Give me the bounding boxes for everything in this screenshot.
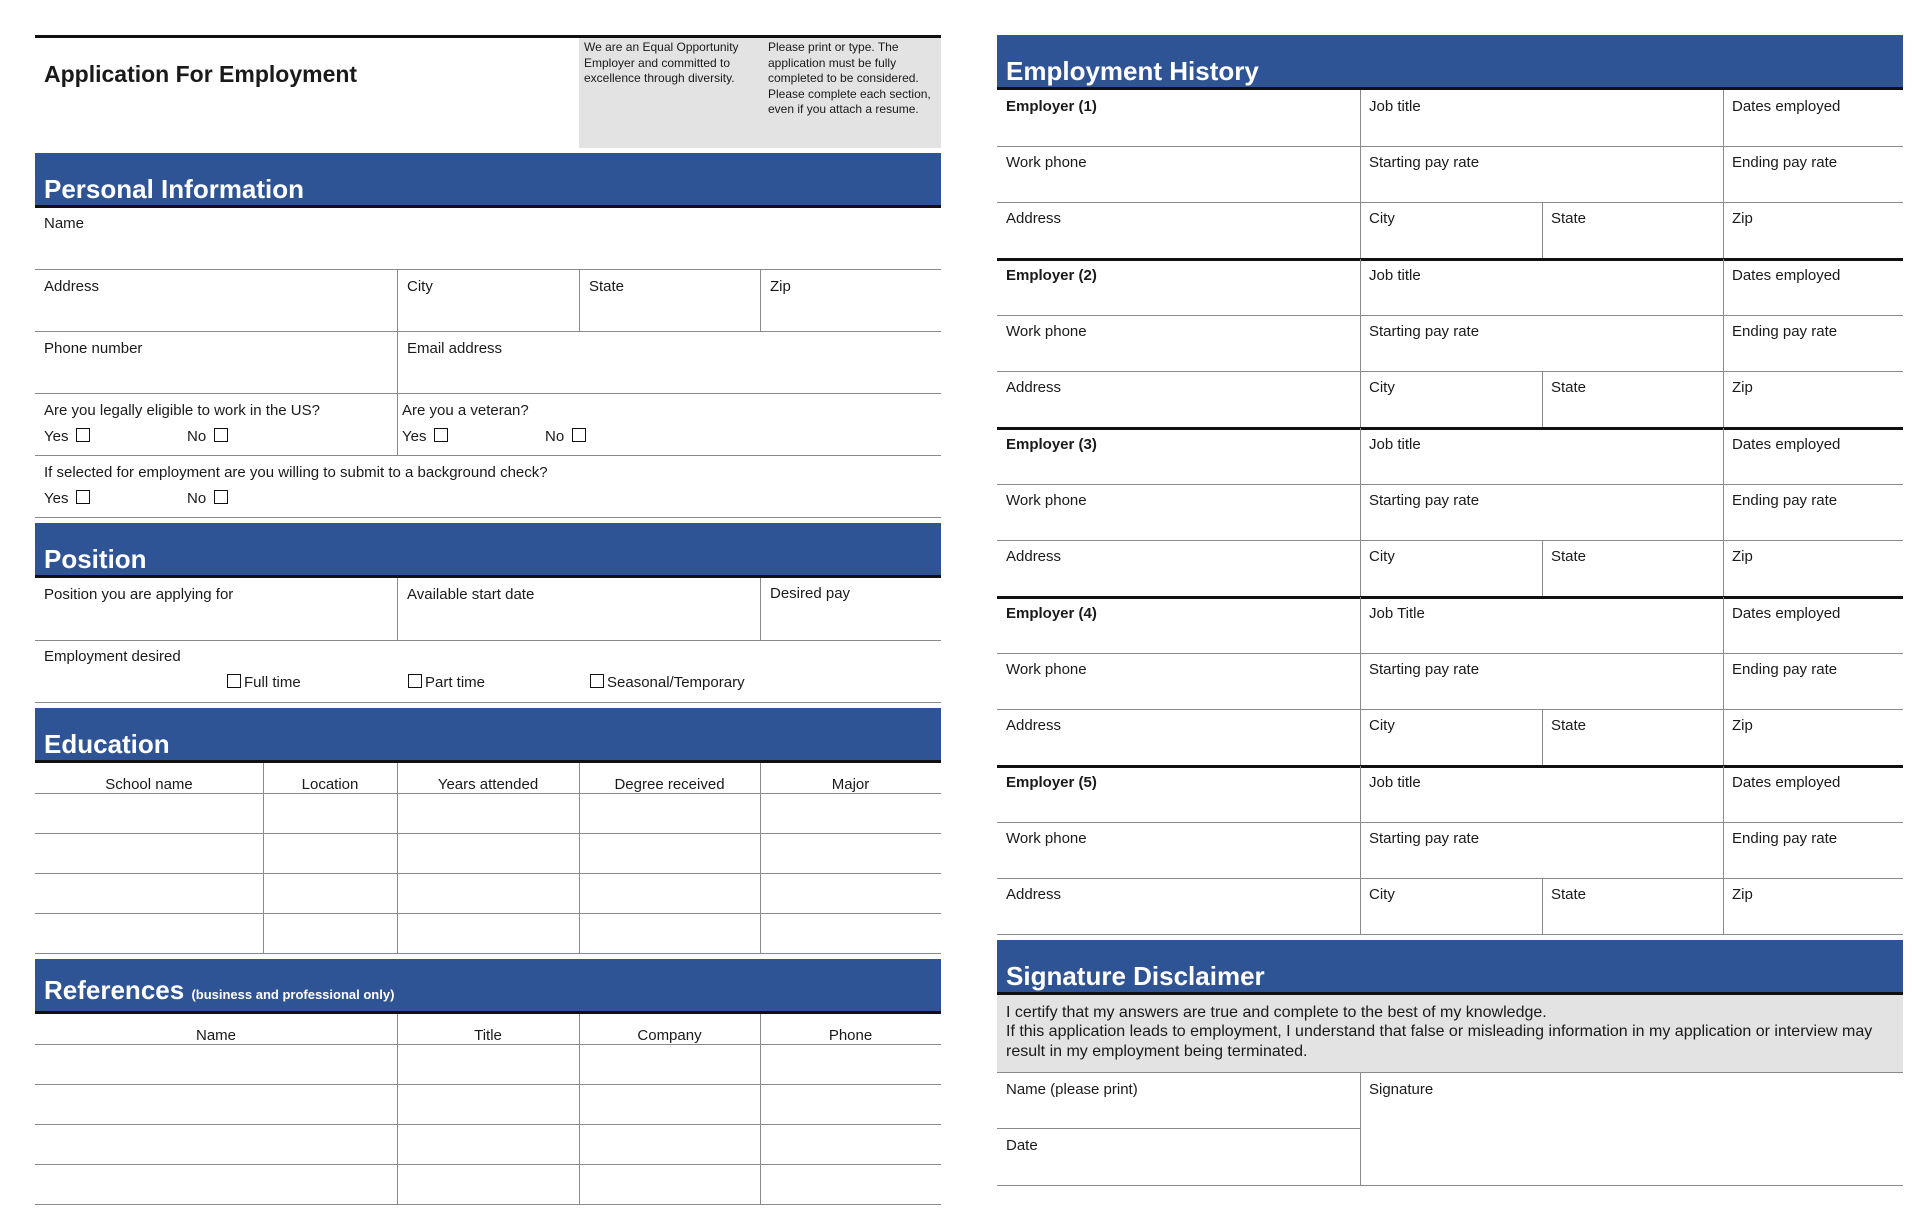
row-line: [997, 709, 1903, 710]
eligible-question: Are you legally eligible to work in the US?: [44, 402, 320, 419]
col-divider: [1723, 259, 1724, 427]
eeo-note: We are an Equal Opportunity Employer and committed to excellence through diversity.: [584, 40, 739, 85]
employer-state-label: State: [1551, 548, 1587, 565]
background-no[interactable]: [187, 490, 228, 508]
col-divider: [1542, 878, 1543, 934]
employer-zip-label: Zip: [1732, 717, 1753, 734]
col-divider: [1360, 90, 1361, 258]
ending-pay-label: Ending pay rate: [1732, 323, 1838, 340]
divider: [397, 393, 398, 455]
education-band: [35, 708, 941, 763]
disclaimer-line-2: If this application leads to employment, I understand that false or misleading information in my application or interview may result in my employment being terminated.: [1006, 1023, 1873, 1060]
row-line: [997, 202, 1903, 203]
employer-state-label: State: [1551, 210, 1587, 227]
ref-row-line: [35, 1164, 941, 1165]
part-time-option[interactable]: [408, 674, 485, 692]
divider: [997, 1072, 1903, 1073]
references-heading: References: [44, 975, 185, 1005]
employer-city-label: City: [1369, 717, 1395, 734]
employer-city-label: City: [1369, 210, 1395, 227]
job-title-label: Job Title: [1369, 605, 1425, 622]
print-name-label: Name (please print): [1006, 1081, 1138, 1098]
col-divider: [1723, 90, 1724, 258]
divider: [35, 269, 941, 270]
edu-row-line: [35, 913, 941, 914]
references-heading-wrap: [44, 975, 394, 1010]
row-line: [997, 484, 1903, 485]
employer-state-label: State: [1551, 379, 1587, 396]
employer-zip-label: Zip: [1732, 886, 1753, 903]
divider: [397, 269, 398, 331]
veteran-question: Are you a veteran?: [402, 402, 529, 419]
dates-employed-label: Dates employed: [1732, 267, 1841, 284]
col-divider: [1360, 597, 1361, 765]
dates-employed-label: Dates employed: [1732, 436, 1841, 453]
employer-zip-label: Zip: [1732, 210, 1753, 227]
eligible-no[interactable]: [187, 428, 228, 446]
part-time-checkbox[interactable]: [408, 674, 422, 688]
part-time-label: Part time: [425, 674, 486, 691]
ending-pay-label: Ending pay rate: [1732, 661, 1838, 678]
employer-label: Employer (1): [1006, 98, 1097, 115]
employer-city-label: City: [1369, 548, 1395, 565]
edu-row-line: [35, 953, 941, 954]
ref-row-line: [35, 1084, 941, 1085]
job-title-label: Job title: [1369, 98, 1421, 115]
work-phone-label: Work phone: [1006, 323, 1087, 340]
divider: [35, 455, 941, 456]
divider: [1360, 1072, 1361, 1185]
divider: [760, 269, 761, 331]
edu-col-degree: Degree received: [614, 776, 725, 793]
divider: [397, 763, 398, 953]
job-title-label: Job title: [1369, 267, 1421, 284]
starting-pay-label: Starting pay rate: [1369, 492, 1480, 509]
address-label: Address: [44, 278, 100, 295]
job-title-label: Job title: [1369, 436, 1421, 453]
col-divider: [1542, 540, 1543, 596]
starting-pay-label: Starting pay rate: [1369, 661, 1480, 678]
divider: [997, 1185, 1903, 1186]
divider: [579, 763, 580, 953]
name-label: Name: [44, 215, 85, 232]
divider: [35, 517, 941, 518]
starting-pay-label: Starting pay rate: [1369, 830, 1480, 847]
eligible-yes[interactable]: [44, 428, 90, 446]
divider: [35, 793, 941, 794]
seasonal-checkbox[interactable]: [590, 674, 604, 688]
divider: [760, 578, 761, 640]
ref-col-title: Title: [474, 1027, 502, 1044]
edu-row-line: [35, 873, 941, 874]
yes-label: Yes: [44, 490, 69, 507]
col-divider: [1360, 766, 1361, 934]
edu-col-years: Years attended: [437, 776, 539, 793]
desired-pay-label: Desired pay: [770, 585, 851, 602]
employer-divider: [997, 596, 1903, 599]
employer-state-label: State: [1551, 886, 1587, 903]
employment-heading: Employment History: [1006, 56, 1259, 86]
ref-row-line: [35, 1124, 941, 1125]
seasonal-label: Seasonal/Temporary: [607, 674, 745, 691]
employer-city-label: City: [1369, 379, 1395, 396]
ref-col-name: Name: [195, 1027, 236, 1044]
employer-state-label: State: [1551, 717, 1587, 734]
divider: [263, 763, 264, 953]
employment-desired-label: Employment desired: [44, 648, 181, 665]
job-title-label: Job title: [1369, 774, 1421, 791]
ref-col-phone: Phone: [828, 1027, 873, 1044]
starting-pay-label: Starting pay rate: [1369, 154, 1480, 171]
divider: [35, 1044, 941, 1045]
background-no-checkbox[interactable]: [214, 490, 228, 504]
background-yes-checkbox[interactable]: [76, 490, 90, 504]
col-divider: [1360, 259, 1361, 427]
background-question: If selected for employment are you willing to submit to a background check?: [44, 464, 548, 481]
starting-pay-label: Starting pay rate: [1369, 323, 1480, 340]
no-label: No: [187, 428, 207, 445]
phone-label: Phone number: [44, 340, 143, 357]
ref-col-company: Company: [637, 1027, 702, 1044]
work-phone-label: Work phone: [1006, 661, 1087, 678]
divider: [35, 640, 941, 641]
veteran-no[interactable]: [545, 428, 586, 446]
dates-employed-label: Dates employed: [1732, 774, 1841, 791]
ending-pay-label: Ending pay rate: [1732, 154, 1838, 171]
row-line: [997, 540, 1903, 541]
position-band: [35, 523, 941, 578]
references-band: [35, 959, 941, 1014]
employer-address-label: Address: [1006, 548, 1062, 565]
background-yes[interactable]: [44, 490, 90, 508]
dates-employed-label: Dates employed: [1732, 98, 1841, 115]
employer-label: Employer (5): [1006, 774, 1097, 791]
work-phone-label: Work phone: [1006, 492, 1087, 509]
divider: [760, 1014, 761, 1204]
position-heading: Position: [44, 544, 147, 574]
signature-band: [997, 940, 1903, 995]
edu-col-major: Major: [831, 776, 870, 793]
employer-label: Employer (2): [1006, 267, 1097, 284]
col-divider: [1723, 428, 1724, 596]
row-line: [997, 146, 1903, 147]
disclaimer-line-1: I certify that my answers are true and complete to the best of my knowledge.: [1006, 1004, 1547, 1021]
employer-label: Employer (3): [1006, 436, 1097, 453]
employer-divider: [997, 765, 1903, 768]
col-divider: [1542, 202, 1543, 258]
employer-address-label: Address: [1006, 210, 1062, 227]
divider: [397, 331, 398, 393]
full-time-option[interactable]: [227, 674, 301, 692]
personal-info-band: [35, 153, 941, 208]
col-divider: [1360, 428, 1361, 596]
start-date-label: Available start date: [407, 586, 535, 603]
employer-city-label: City: [1369, 886, 1395, 903]
ref-row-line: [35, 1204, 941, 1205]
full-time-label: Full time: [244, 674, 301, 691]
employment-band: [997, 35, 1903, 90]
work-phone-label: Work phone: [1006, 154, 1087, 171]
col-divider: [1542, 709, 1543, 765]
row-line: [997, 653, 1903, 654]
col-divider: [1542, 371, 1543, 427]
city-label: City: [407, 278, 433, 295]
work-phone-label: Work phone: [1006, 830, 1087, 847]
seasonal-option[interactable]: [590, 674, 745, 692]
instructions-note: Please print or type. The application must be fully completed to be considered. Please complete each section, even if you attach a resume.: [768, 40, 931, 116]
yes-label: Yes: [402, 428, 427, 445]
divider: [397, 1014, 398, 1204]
divider: [35, 331, 941, 332]
employer-zip-label: Zip: [1732, 379, 1753, 396]
employer-zip-label: Zip: [1732, 548, 1753, 565]
eligible-no-checkbox[interactable]: [214, 428, 228, 442]
employer-divider: [997, 427, 1903, 430]
veteran-yes-checkbox[interactable]: [434, 428, 448, 442]
yes-label: Yes: [44, 428, 69, 445]
edu-col-school: School name: [105, 776, 193, 793]
divider: [997, 1128, 1360, 1129]
divider: [579, 1014, 580, 1204]
employer-address-label: Address: [1006, 886, 1062, 903]
row-line: [997, 878, 1903, 879]
state-label: State: [589, 278, 625, 295]
position-applying-label: Position you are applying for: [44, 586, 234, 603]
references-subheading: (business and professional only): [191, 987, 395, 1002]
date-label: Date: [1006, 1137, 1038, 1154]
education-heading: Education: [44, 729, 170, 759]
col-divider: [1723, 597, 1724, 765]
ending-pay-label: Ending pay rate: [1732, 830, 1838, 847]
dates-employed-label: Dates employed: [1732, 605, 1841, 622]
signature-label: Signature: [1369, 1081, 1434, 1098]
zip-label: Zip: [770, 278, 791, 295]
edu-row-line: [35, 833, 941, 834]
row-line: [997, 934, 1903, 935]
divider: [35, 393, 941, 394]
email-label: Email address: [407, 340, 503, 357]
edu-col-location: Location: [301, 776, 359, 793]
row-line: [997, 371, 1903, 372]
employer-label: Employer (4): [1006, 605, 1097, 622]
employer-address-label: Address: [1006, 379, 1062, 396]
no-label: No: [187, 490, 207, 507]
employer-address-label: Address: [1006, 717, 1062, 734]
employer-divider: [997, 258, 1903, 261]
signature-heading: Signature Disclaimer: [1006, 961, 1265, 991]
col-divider: [1723, 766, 1724, 934]
ending-pay-label: Ending pay rate: [1732, 492, 1838, 509]
row-line: [997, 315, 1903, 316]
full-time-checkbox[interactable]: [227, 674, 241, 688]
divider: [35, 702, 941, 703]
eligible-yes-checkbox[interactable]: [76, 428, 90, 442]
veteran-no-checkbox[interactable]: [572, 428, 586, 442]
personal-info-heading: Personal Information: [44, 174, 305, 204]
divider: [760, 763, 761, 953]
divider: [579, 269, 580, 331]
divider: [397, 578, 398, 640]
no-label: No: [545, 428, 565, 445]
form-title: Application For Employment: [44, 61, 358, 87]
veteran-yes[interactable]: [402, 428, 448, 446]
row-line: [997, 822, 1903, 823]
